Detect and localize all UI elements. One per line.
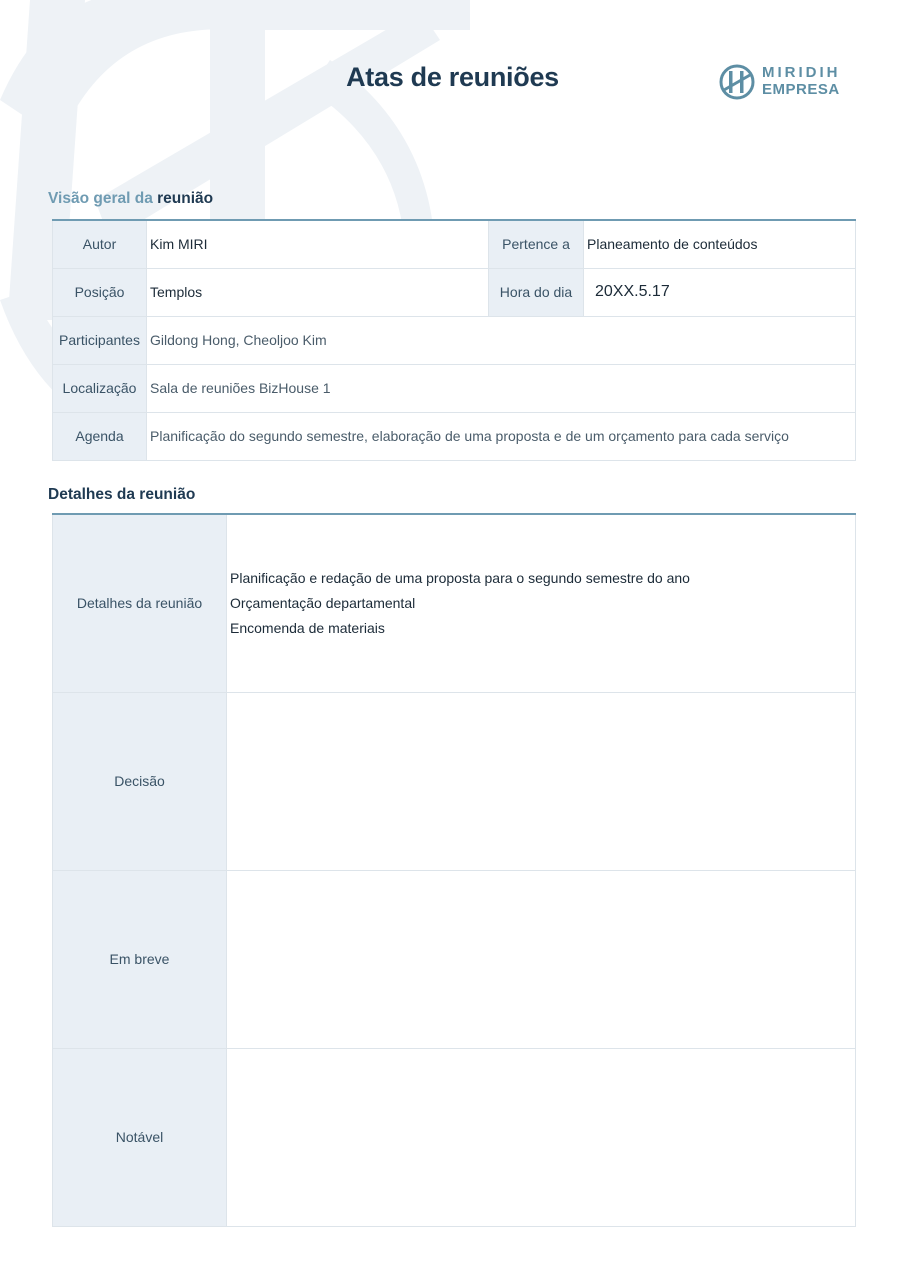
logo-mark-icon — [718, 63, 756, 101]
details-line: Planificação e redação de uma proposta para o segundo semestre do ano — [230, 569, 690, 586]
agenda-value: Planificação do segundo semestre, elaboração de uma proposta e de um orçamento para cada serviço — [147, 412, 856, 460]
date-value: 20XX.5.17 — [584, 268, 856, 316]
details-line: Encomenda de materiais — [230, 619, 385, 636]
table-row — [53, 870, 856, 1048]
participants-value: Gildong Hong, Cheoljoo Kim — [147, 316, 856, 364]
details-heading: Detalhes da reunião — [48, 486, 196, 503]
details-label: Detalhes da reunião — [53, 514, 227, 692]
overview-table — [52, 219, 856, 461]
participants-label: Participantes — [53, 316, 147, 364]
overview-heading-dark: reunião — [157, 190, 214, 207]
decision-label: Decisão — [53, 692, 227, 870]
details-line: Orçamentação departamental — [230, 594, 416, 611]
position-label: Posição — [53, 268, 147, 316]
details-content — [227, 514, 856, 692]
table-row — [53, 220, 856, 268]
upcoming-label: Em breve — [53, 870, 227, 1048]
location-label: Localização — [53, 364, 147, 412]
belongs-label: Pertence a — [489, 220, 584, 268]
position-value: Templos — [147, 268, 489, 316]
table-row — [53, 692, 856, 870]
logo-text-line1: MIRIDIH — [762, 64, 841, 81]
table-row — [53, 1048, 856, 1226]
notable-content[interactable] — [227, 1048, 856, 1226]
date-label: Hora do dia — [489, 268, 584, 316]
agenda-label: Agenda — [53, 412, 147, 460]
page-title: Atas de reuniões — [346, 62, 559, 92]
overview-heading-light: Visão geral da — [48, 190, 153, 207]
notable-label: Notável — [53, 1048, 227, 1226]
decision-content[interactable] — [227, 692, 856, 870]
company-logo — [718, 62, 858, 102]
author-label: Autor — [53, 220, 147, 268]
details-table — [52, 513, 856, 1227]
belongs-value: Planeamento de conteúdos — [584, 220, 856, 268]
table-row — [53, 316, 856, 364]
table-row — [53, 268, 856, 316]
author-value: Kim MIRI — [147, 220, 489, 268]
location-value: Sala de reuniões BizHouse 1 — [147, 364, 856, 412]
table-row — [53, 364, 856, 412]
upcoming-content[interactable] — [227, 870, 856, 1048]
table-row — [53, 514, 856, 692]
overview-heading — [48, 190, 213, 208]
table-row — [53, 412, 856, 460]
logo-text-line2: EMPRESA — [762, 81, 840, 98]
